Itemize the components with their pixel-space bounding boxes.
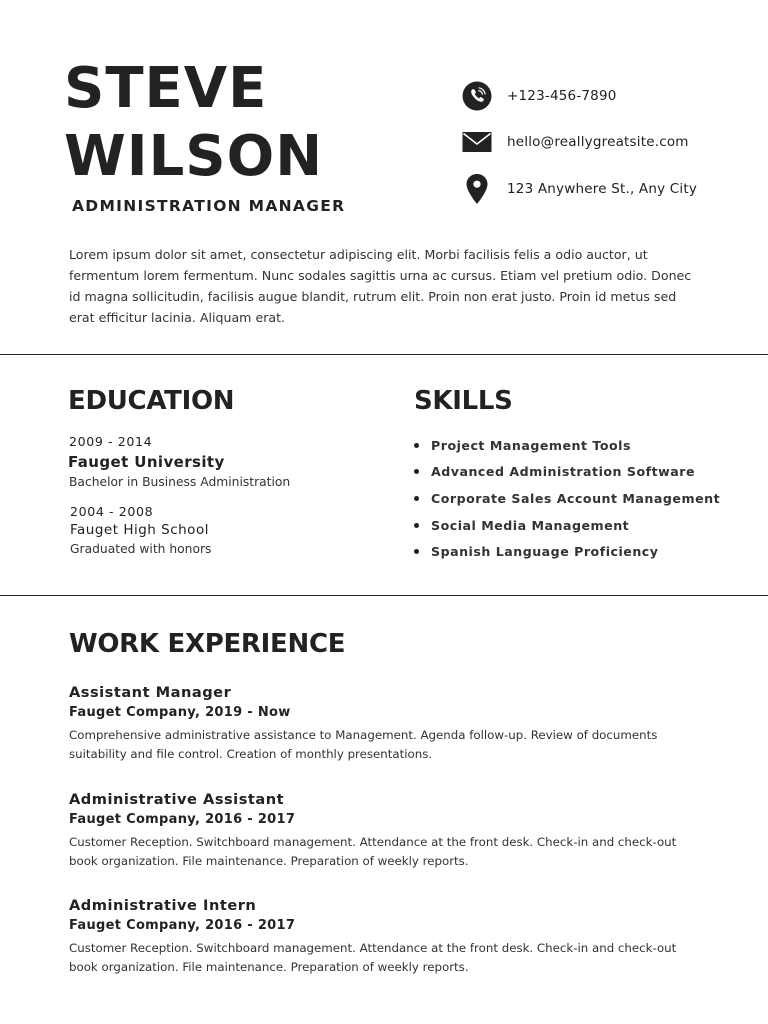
- bullet-icon: [414, 549, 419, 554]
- job-entry: [69, 791, 699, 871]
- education-school: Fauget University: [68, 453, 225, 471]
- job-title: Administrative Assistant: [69, 791, 285, 808]
- skill-label: Spanish Language Proficiency: [431, 544, 659, 560]
- section-divider: [0, 595, 768, 596]
- job-description: Customer Reception. Switchboard management. Attendance at the front desk. Check-in and check-out book organization. File maintenance. Preparation of weekly reports.: [69, 941, 677, 974]
- education-heading: EDUCATION: [68, 386, 235, 416]
- education-degree: Bachelor in Business Administration: [69, 475, 291, 489]
- job-description: Customer Reception. Switchboard management. Attendance at the front desk. Check-in and check-out book organization. File maintenance. Preparation of weekly reports.: [69, 835, 677, 868]
- job-description: Comprehensive administrative assistance to Management. Agenda follow-up. Review of documents suitability and file control. Creation of monthly presentations.: [69, 728, 658, 761]
- skill-label: Corporate Sales Account Management: [431, 490, 721, 506]
- contact-email: [460, 126, 689, 158]
- list-item: [414, 432, 720, 459]
- bullet-icon: [414, 523, 419, 528]
- section-divider: [0, 354, 768, 355]
- job-entry: [69, 897, 699, 977]
- bullet-icon: [414, 443, 419, 448]
- job-company: Fauget Company, 2019 - Now: [69, 705, 291, 720]
- job-entry: [69, 684, 699, 764]
- bullet-icon: [414, 469, 419, 474]
- envelope-icon: [460, 126, 494, 158]
- last-name: WILSON: [64, 124, 324, 189]
- job-company: Fauget Company, 2016 - 2017: [69, 918, 296, 933]
- phone-number: +123-456-7890: [507, 88, 617, 104]
- street-address: 123 Anywhere St., Any City: [507, 181, 698, 197]
- skills-heading: SKILLS: [414, 386, 513, 416]
- phone-icon: [460, 80, 494, 112]
- education-years: 2004 - 2008: [70, 504, 154, 519]
- email-address: hello@reallygreatsite.com: [507, 134, 689, 150]
- contact-address: [460, 173, 697, 205]
- skills-list: [414, 432, 720, 565]
- list-item: [414, 459, 720, 486]
- job-role-title: ADMINISTRATION MANAGER: [72, 197, 346, 215]
- contact-phone: [460, 80, 617, 112]
- bullet-icon: [414, 496, 419, 501]
- skill-label: Social Media Management: [431, 517, 630, 533]
- first-name: STEVE: [64, 56, 268, 121]
- work-experience-heading: WORK EXPERIENCE: [69, 629, 346, 659]
- location-pin-icon: [460, 173, 494, 205]
- job-title: Administrative Intern: [69, 897, 257, 914]
- job-title: Assistant Manager: [69, 684, 232, 701]
- education-degree: Graduated with honors: [70, 542, 212, 556]
- list-item: [414, 538, 720, 565]
- education-years: 2009 - 2014: [69, 434, 153, 449]
- list-item: [414, 512, 720, 539]
- education-school: Fauget High School: [70, 522, 209, 538]
- list-item: [414, 485, 720, 512]
- skill-label: Project Management Tools: [431, 437, 631, 453]
- job-company: Fauget Company, 2016 - 2017: [69, 812, 296, 827]
- profile-summary: Lorem ipsum dolor sit amet, consectetur adipiscing elit. Morbi facilisis felis a odio auctor, ut fermentum lorem fermentum. Nunc sodales sagittis urna ac cursus. Etiam vel pretium odio. Donec id magna sollicitudin, facilisis augue blandit, rutrum elit. Proin non erat justo. Proin id metus sed erat efficitur lacinia. Aliquam erat.: [69, 247, 692, 325]
- skill-label: Advanced Administration Software: [431, 464, 695, 480]
